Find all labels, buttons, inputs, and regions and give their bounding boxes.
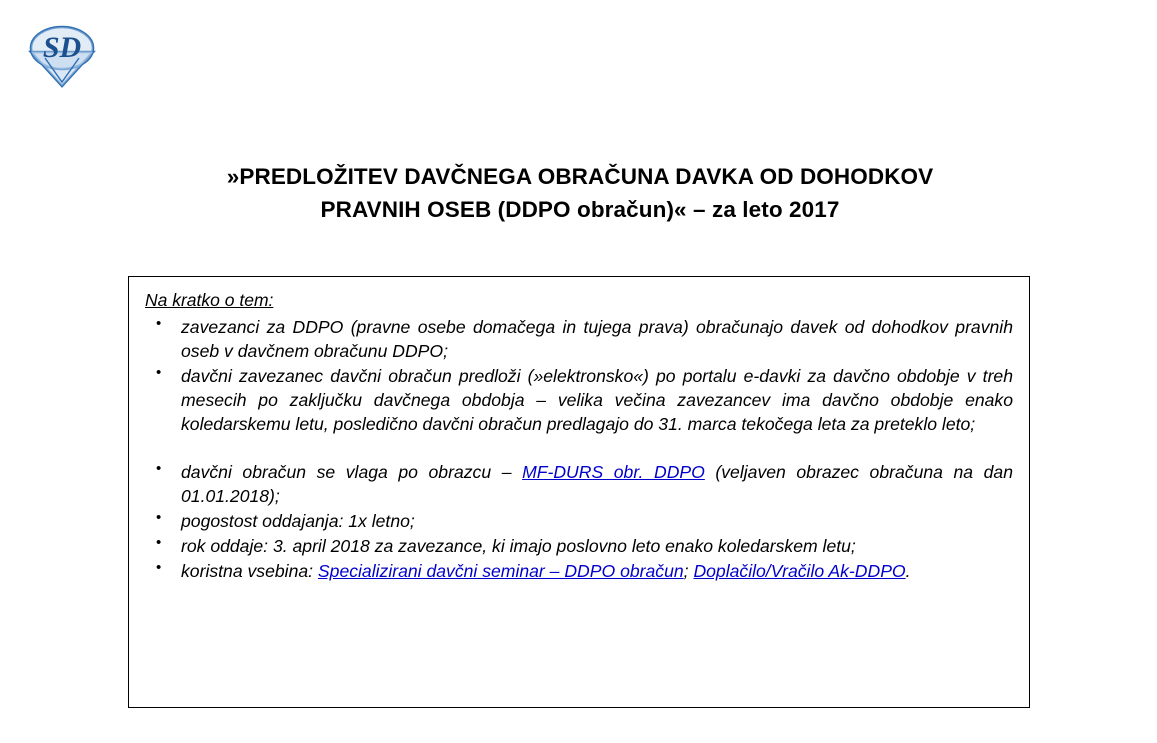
bullet-rok xyxy=(145,534,1013,558)
bullet-text: rok oddaje: 3. april 2018 za zavezance, ki imajo poslovno leto enako koledarskem letu; xyxy=(181,536,856,557)
bullet-text: zavezanci za DDPO (pravne osebe domačega in tujega prava) obračunajo davek od dohodkov pravnih oseb v davčnem obračunu DDPO; xyxy=(181,316,1013,361)
bullet-text-tail: . xyxy=(905,561,911,582)
bullet-list xyxy=(145,315,1013,584)
bullet-text: davčni obračun se vlaga po obrazcu – xyxy=(181,462,523,483)
page-title-line-1: »PREDLOŽITEV DAVČNEGA OBRAČUNA DAVKA OD DOHODKOV xyxy=(226,164,934,189)
content-box xyxy=(128,276,1030,708)
bullet-text: davčni zavezanec davčni obračun predloži (»elektronsko«) po portalu e-davki za davčno obdobje v treh mesecih po zaključku davčnega obdobja – velika večina zavezancev ima davčno obdobje enako koledarskemu letu, posledično davčni obračun predlagajo do 31. marca tekočega leta za preteklo leto; xyxy=(181,365,1013,434)
link-mf-durs-obr-ddpo[interactable]: MF-DURS obr. DDPO xyxy=(522,462,705,483)
bullet-text-tail: (veljaven obrazec obračuna na dan 01.01.2018); xyxy=(181,462,1013,507)
intro-heading: Na kratko o tem: xyxy=(145,290,274,310)
bullet-text: pogostost oddajanja: 1x letno; xyxy=(181,511,415,532)
svg-text:SD: SD xyxy=(42,31,82,64)
bullet-text: koristna vsebina: xyxy=(181,561,318,582)
bullet-predlozitev xyxy=(145,364,1013,436)
bullet-obrazec xyxy=(145,460,1013,508)
link-separator: ; xyxy=(683,561,694,582)
page-title xyxy=(120,160,1040,227)
sd-logo-icon xyxy=(18,24,106,96)
bullet-zavezanci xyxy=(145,315,1013,363)
link-specializirani-davcni-seminar[interactable]: Specializirani davčni seminar – DDPO obračun xyxy=(317,561,684,582)
bullet-pogostost xyxy=(145,509,1013,533)
bullet-koristna-vsebina xyxy=(145,559,1013,583)
link-doplacilo-vracilo-ak-ddpo[interactable]: Doplačilo/Vračilo Ak-DDPO xyxy=(693,561,906,582)
page-title-line-2: PRAVNIH OSEB (DDPO obračun)« – za leto 2017 xyxy=(320,197,840,223)
